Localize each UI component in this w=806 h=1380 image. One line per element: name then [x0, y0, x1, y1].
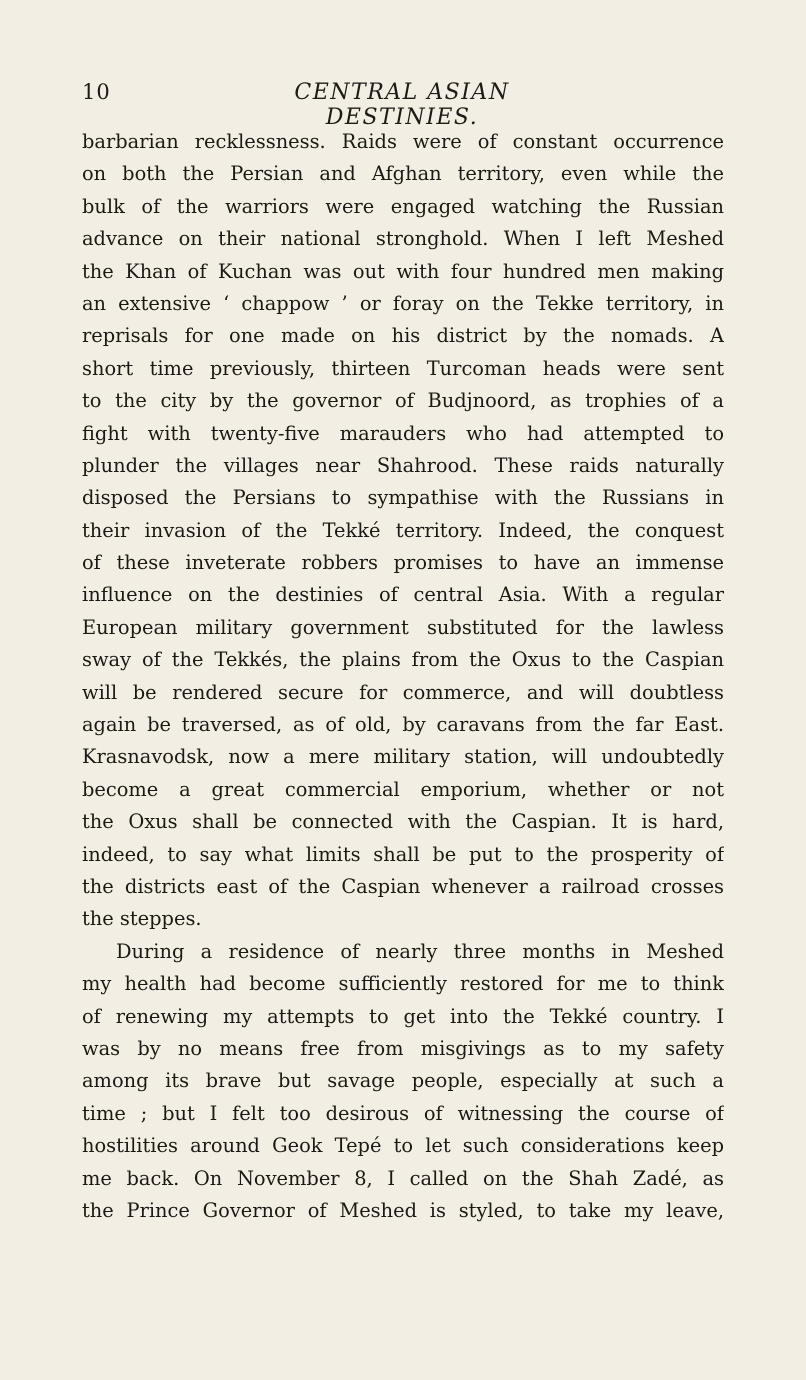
- paragraph: [82, 126, 724, 936]
- text-line: among its brave but savage people, especially at such a: [82, 1069, 724, 1093]
- text-line: Krasnavodsk, now a mere military station, will undoubtedly: [82, 745, 724, 769]
- text-line: European military government substituted for the lawless: [82, 615, 724, 639]
- paragraph: [82, 936, 724, 1228]
- text-line: my health had become sufficiently restored for me to think: [82, 972, 724, 996]
- text-line: sway of the Tekkés, the plains from the Oxus to the Caspian: [82, 648, 724, 672]
- text-line: me back. On November 8, I called on the Shah Zadé, as: [82, 1166, 724, 1190]
- running-title: CENTRAL ASIAN DESTINIES.: [294, 80, 510, 130]
- text-line: influence on the destinies of central Asia. With a regular: [82, 583, 724, 607]
- text-line: on both the Persian and Afghan territory, even while the: [82, 162, 724, 186]
- text-line: During a residence of nearly three months in Meshed: [116, 939, 724, 963]
- text-line: of renewing my attempts to get into the Tekké country. I: [82, 1004, 724, 1028]
- page-number: 10: [82, 80, 111, 104]
- text-line: the Khan of Kuchan was out with four hundred men making: [82, 259, 724, 283]
- text-line: their invasion of the Tekké territory. Indeed, the conquest: [82, 518, 724, 542]
- text-line: fight with twenty-five marauders who had attempted to: [82, 421, 724, 445]
- text-line: become a great commercial emporium, whether or not: [82, 777, 724, 801]
- text-line: will be rendered secure for commerce, and will doubtless: [82, 680, 724, 704]
- text-line: time ; but I felt too desirous of witnessing the course of: [82, 1101, 724, 1125]
- text-line: hostilities around Geok Tepé to let such considerations keep: [82, 1134, 724, 1158]
- text-line: was by no means free from misgivings as to my safety: [82, 1036, 724, 1060]
- text-line: an extensive ‘ chappow ’ or foray on the Tekke territory, in: [82, 291, 724, 315]
- text-line: again be traversed, as of old, by caravans from the far East.: [82, 713, 724, 737]
- text-line: reprisals for one made on his district by the nomads. A: [82, 324, 724, 348]
- text-line: indeed, to say what limits shall be put to the prosperity of: [82, 842, 724, 866]
- text-line: advance on their national stronghold. When I left Meshed: [82, 227, 724, 251]
- text-line: the Oxus shall be connected with the Caspian. It is hard,: [82, 810, 724, 834]
- page-header: [82, 80, 724, 130]
- text-line: short time previously, thirteen Turcoman heads were sent: [82, 356, 724, 380]
- text-line: disposed the Persians to sympathise with the Russians in: [82, 486, 724, 510]
- text-line: barbarian recklessness. Raids were of constant occurrence: [82, 130, 724, 153]
- text-line: to the city by the governor of Budjnoord, as trophies of a: [82, 389, 724, 413]
- text-line: plunder the villages near Shahrood. These raids naturally: [82, 453, 724, 477]
- text-line: the Prince Governor of Meshed is styled, to take my leave,: [82, 1198, 724, 1222]
- text-line: the districts east of the Caspian whenever a railroad crosses: [82, 874, 724, 898]
- body-text: [82, 126, 724, 1227]
- text-line: the steppes.: [82, 907, 202, 931]
- text-line: bulk of the warriors were engaged watching the Russian: [82, 194, 724, 218]
- text-line: of these inveterate robbers promises to have an immense: [82, 551, 724, 575]
